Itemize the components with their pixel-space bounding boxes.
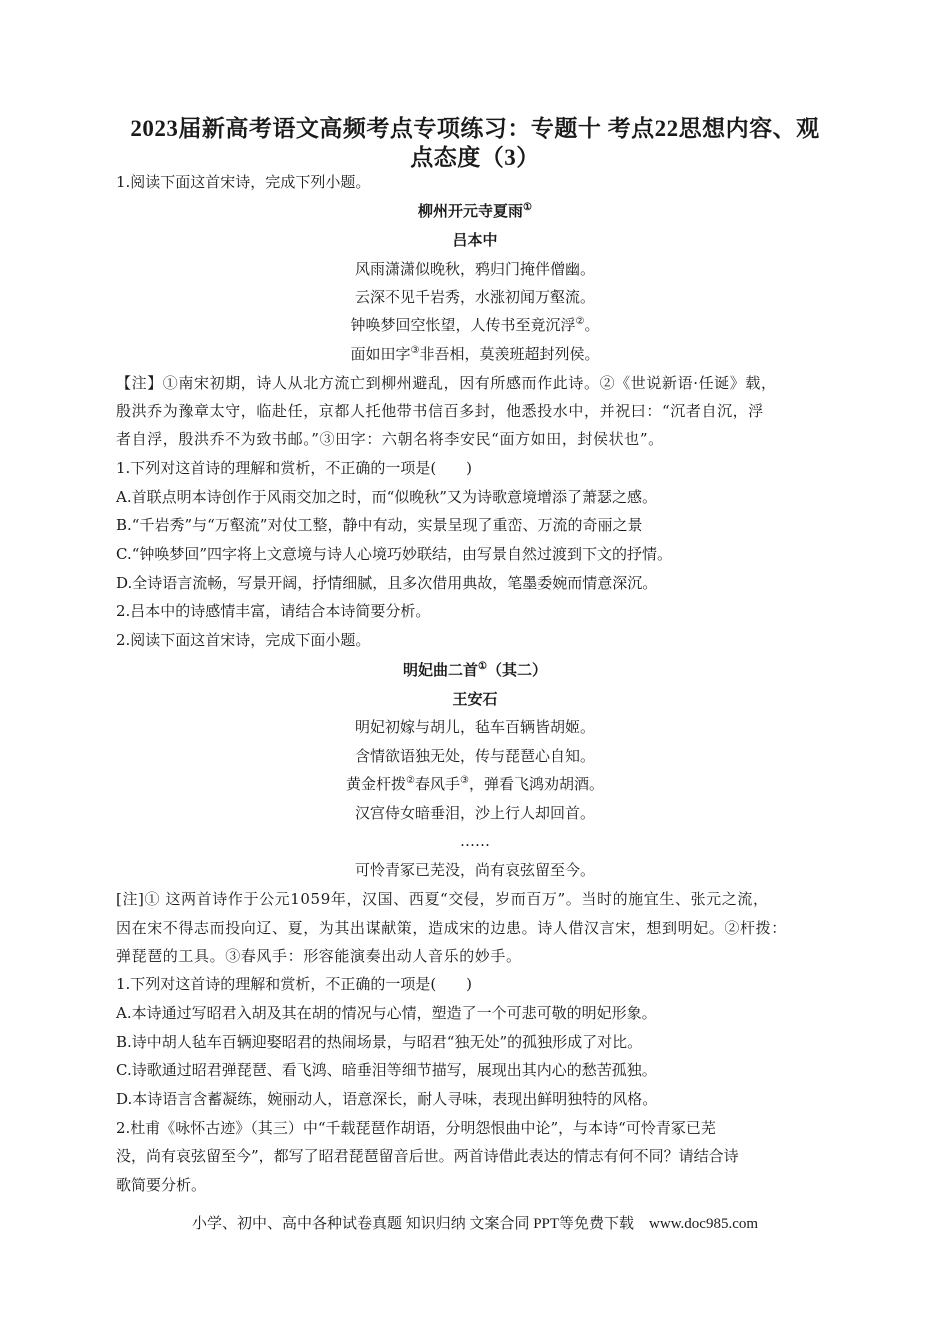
q2-subquestion-2-line-2: 没，尚有哀弦留至今”，都写了昭君琵琶留音后世。两首诗借此表达的情志有何不同？请结合诗	[116, 1147, 739, 1165]
q2-subquestion-2-line-3: 歌简要分析。	[116, 1176, 207, 1194]
q2-subquestion-2-line-1: 2.杜甫《咏怀古迹》（其三）中“千载琵琶作胡语，分明怨恨曲中论”，与本诗“可怜青冢已芜	[116, 1119, 716, 1137]
q1-subquestion-2: 2.吕本中的诗感情丰富，请结合本诗简要分析。	[116, 602, 431, 620]
q1-note-line-2: 殷洪乔为豫章太守，临赴任，京都人托他带书信百多封，他悉投水中，并祝曰：“沉者自沉，浮	[116, 402, 764, 420]
title-line-1: 2023届新高考语文高频考点专项练习：专题十 考点22思想内容、观	[130, 116, 820, 141]
page-footer: 小学、初中、高中各种试卷真题 知识归纳 文案合同 PPT等免费下载 www.doc985.com	[191, 1216, 759, 1232]
q1-verse-4: 面如田字③非吾相，莫羡班超封列侯。	[350, 345, 600, 363]
q2-option-d: D.本诗语言含蓄凝练，婉丽动人，语意深长，耐人寻味，表现出鲜明独特的风格。	[116, 1090, 658, 1108]
q2-poem-author: 王安石	[452, 690, 498, 708]
q2-verse-2: 含情欲语独无处，传与琵琶心自知。	[354, 747, 595, 765]
q2-option-b: B.诗中胡人毡车百辆迎娶昭君的热闹场景，与昭君“独无处”的孤独形成了对比。	[116, 1033, 643, 1051]
q1-verse-3: 钟唤梦回空怅望，人传书至竟沉浮②。	[350, 316, 600, 334]
q2-note-line-1: [注]① 这两首诗作于公元1059年，汉国、西夏“交侵，岁而百万”。当时的施宜生、张元之流，	[116, 890, 769, 908]
q2-intro: 2.阅读下面这首宋诗，完成下面小题。	[116, 631, 371, 649]
q2-option-a: A.本诗通过写昭君入胡及其在胡的情况与心情，塑造了一个可悲可敬的明妃形象。	[116, 1004, 657, 1022]
q2-poem-title: 明妃曲二首①（其二）	[403, 661, 547, 679]
q1-poem-title: 柳州开元寺夏雨①	[418, 202, 532, 220]
q2-verse-4: 汉宫侍女暗垂泪，沙上行人却回首。	[354, 804, 595, 822]
q1-option-b: B.“千岩秀”与“万壑流”对仗工整，静中有动，实景呈现了重峦、万流的奇丽之景	[116, 516, 643, 534]
q1-subquestion-1: 1.下列对这首诗的理解和赏析，不正确的一项是( )	[116, 459, 473, 477]
q1-verse-1: 风雨潇潇似晚秋，鸦归门掩伴僧幽。	[354, 260, 595, 278]
document-title	[100, 114, 850, 172]
q1-option-d: D.全诗语言流畅，写景开阔，抒情细腻，且多次借用典故，笔墨委婉而情意深沉。	[116, 574, 658, 592]
q1-verse-2: 云深不见千岩秀，水涨初闻万壑流。	[354, 288, 595, 306]
q2-note-line-3: 弹琵琶的工具。③春风手：形容能演奏出动人音乐的妙手。	[116, 947, 522, 965]
q2-option-c: C.诗歌通过昭君弹琵琶、看飞鸿、暗垂泪等细节描写，展现出其内心的愁苦孤独。	[116, 1061, 657, 1079]
q2-verse-1: 明妃初嫁与胡儿，毡车百辆皆胡姬。	[354, 718, 595, 736]
q2-subquestion-1: 1.下列对这首诗的理解和赏析，不正确的一项是( )	[116, 975, 473, 993]
q1-intro: 1.阅读下面这首宋诗，完成下列小题。	[116, 173, 371, 191]
q1-note-line-3: 者自浮，殷洪乔不为致书邮。”③田字：六朝名将李安民“面方如田，封侯状也”。	[116, 430, 664, 448]
q1-option-a: A.首联点明本诗创作于风雨交加之时，而“似晚秋”又为诗歌意境增添了萧瑟之感。	[116, 488, 657, 506]
q2-note-line-2: 因在宋不得志而投向辽、夏，为其出谋献策，造成宋的边患。诗人借汉言宋，想到明妃。②杆拨：	[116, 919, 787, 937]
q2-ellipsis: ……	[460, 832, 490, 850]
q2-verse-5: 可怜青冢已芜没，尚有哀弦留至今。	[354, 861, 595, 879]
q1-poem-author: 吕本中	[452, 231, 498, 249]
q2-verse-3: 黄金杆拨②春风手③，弹看飞鸿劝胡酒。	[346, 775, 604, 793]
q1-note-line-1: 【注】①南宋初期，诗人从北方流亡到柳州避乱，因有所感而作此诗。②《世说新语·任诞》载，	[116, 374, 777, 392]
title-line-2: 点态度（3）	[410, 145, 540, 170]
q1-option-c: C.“钟唤梦回”四字将上文意境与诗人心境巧妙联结，由写景自然过渡到下文的抒情。	[116, 545, 673, 563]
